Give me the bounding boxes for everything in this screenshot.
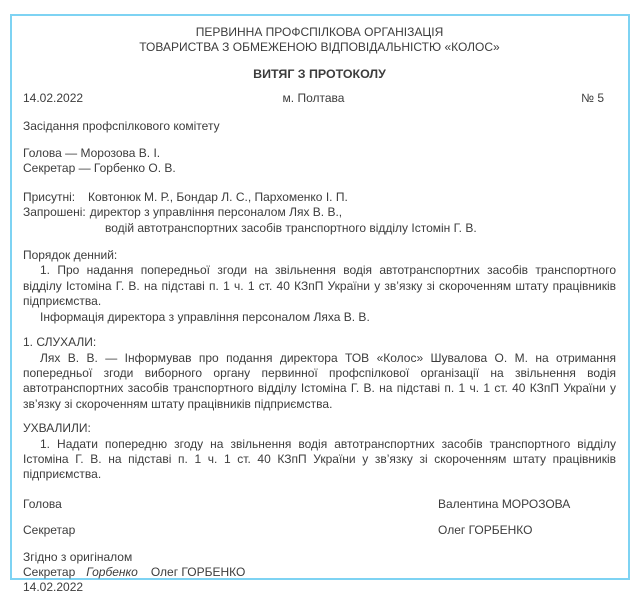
invited-person-1: директор з управління персоналом Лях В. В., xyxy=(89,205,343,220)
certification-date: 14.02.2022 xyxy=(23,580,84,595)
signature-chair-name: Валентина МОРОЗОВА xyxy=(438,496,571,511)
officials-block xyxy=(23,146,616,177)
resolved-text: 1. Надати попередню згоду на звільнення водія автотранспортних засобів транспортного відділу Істоміна Г. В. на підставі п. 1 ч. 1 ст. 40 КЗпП України у зв’язку зі скороченням штату працівників підприємства. xyxy=(23,436,616,482)
heard-heading: 1. СЛУХАЛИ: xyxy=(23,335,97,350)
agenda-item-2: Інформація директора з управління персоналом Ляха В. В. xyxy=(40,309,370,324)
organization-name-line1: ПЕРВИННА ПРОФСПІЛКОВА ОРГАНІЗАЦІЯ xyxy=(195,25,444,39)
document-title: ВИТЯГ З ПРОТОКОЛУ xyxy=(253,66,386,81)
certification-block xyxy=(23,550,616,596)
signature-chair-label: Голова xyxy=(23,496,62,511)
chair-line: Голова — Морозова В. І. xyxy=(23,146,161,161)
agenda-item-1: 1. Про надання попередньої згоди на звільнення водія автотранспортних засобів транспортного відділу Істоміна Г. В. на підставі п. 1 ч. 1 ст. 40 КЗпП України у зв’язку зі скороченням штату працівників підприємства. xyxy=(23,263,616,309)
present-line xyxy=(23,190,616,205)
document-date: 14.02.2022 xyxy=(23,91,84,106)
certification-handwritten-signature: Горбенко xyxy=(86,564,138,579)
heard-section xyxy=(23,335,616,412)
certification-secretary-name: Олег ГОРБЕНКО xyxy=(150,564,246,579)
resolved-section xyxy=(23,421,616,483)
present-names: Ковтонюк М. Р., Бондар Л. С., Пархоменко І. П. xyxy=(88,189,348,204)
agenda-section xyxy=(23,248,616,325)
certification-secretary-label: Секретар xyxy=(23,564,76,579)
resolved-heading: УХВАЛИЛИ: xyxy=(23,421,91,436)
organization-name-line2: ТОВАРИСТВА З ОБМЕЖЕНОЮ ВІДПОВІДАЛЬНІСТЮ «КОЛОС» xyxy=(139,40,500,55)
signature-row-chair xyxy=(23,497,616,512)
signature-secretary-name: Олег ГОРБЕНКО xyxy=(438,523,533,538)
attendees-block xyxy=(23,190,616,236)
signature-row-secretary xyxy=(23,523,616,538)
heard-text: Лях В. В. — Інформував про подання директора ТОВ «Колос» Шувалова О. М. на отримання попередньої згоди виборного органу первинної профспілкової організації на звільнення водія автотранспортних засобів транспортного відділу Істоміна Г. В. на підставі п. 1 ч. 1 ст. 40 КЗпП України у зв’язку зі скороченням штату працівників підприємства. xyxy=(23,350,616,411)
document-number: № 5 xyxy=(581,91,605,106)
document-meta-row xyxy=(23,91,616,106)
invited-person-2: водій автотранспортних засобів транспортного відділу Істомін Г. В. xyxy=(105,220,477,235)
secretary-line: Секретар — Горбенко О. В. xyxy=(23,161,176,176)
document-page xyxy=(10,14,630,595)
session-line: Засідання профспілкового комітету xyxy=(23,118,220,133)
document-place: м. Полтава xyxy=(282,91,345,106)
signature-secretary-label: Секретар xyxy=(23,523,76,538)
certification-signature-line xyxy=(23,565,616,580)
invited-label: Запрошені: xyxy=(23,205,86,220)
certification-statement: Згідно з оригіналом xyxy=(23,549,133,564)
present-label: Присутні: xyxy=(23,189,76,204)
agenda-heading: Порядок денний: xyxy=(23,248,118,263)
invited-line xyxy=(23,205,616,220)
